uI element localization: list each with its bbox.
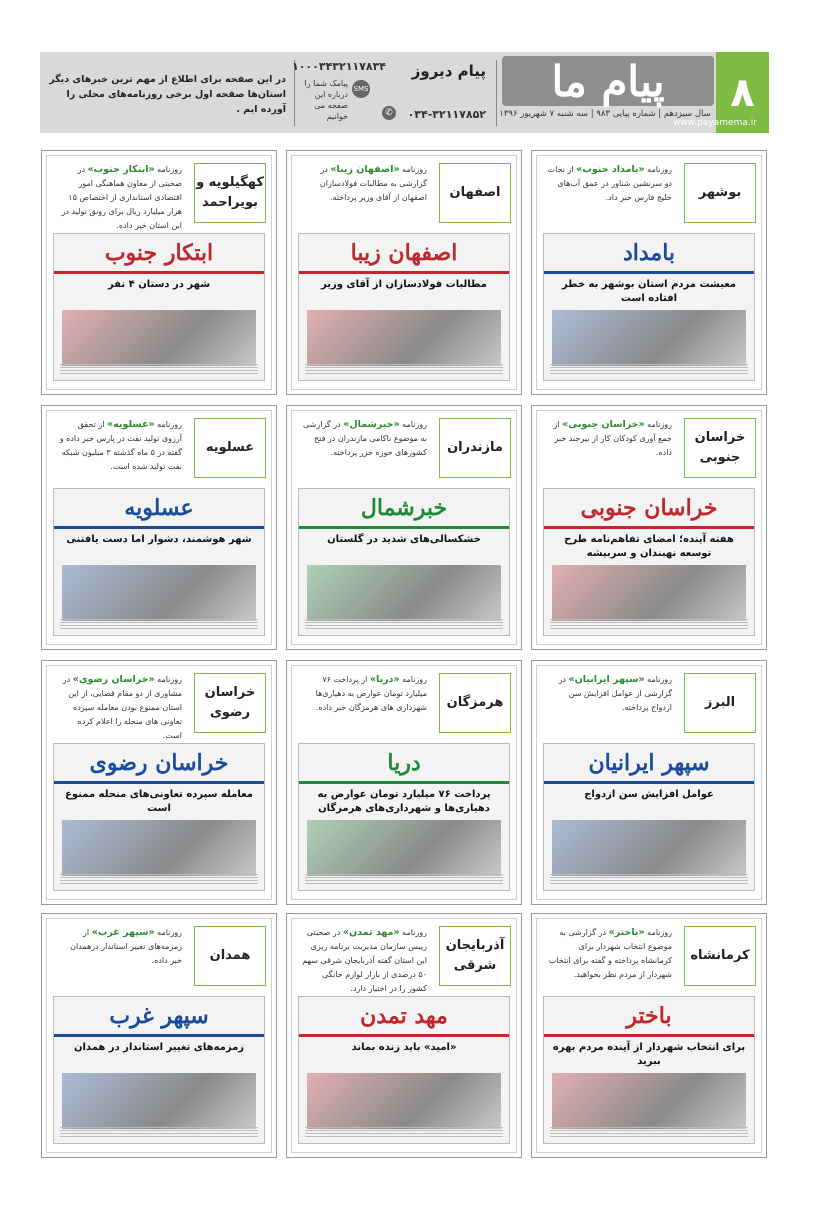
- front-page-masthead: مهد تمدن: [299, 997, 509, 1037]
- front-page-text-lines: [550, 364, 748, 374]
- site-url[interactable]: www.payamema.ir: [673, 118, 757, 128]
- front-page-masthead: باختر: [544, 997, 754, 1037]
- msg-title: پیام دیروز: [411, 62, 486, 80]
- front-page-photo: [552, 1073, 746, 1129]
- desc-prefix: روزنامه: [644, 675, 672, 684]
- front-page-headline: زمزمه‌های تغییر استاندار در همدان: [73, 1042, 245, 1053]
- whatsapp-icon: ✆: [382, 106, 396, 120]
- province-name: البرز: [684, 673, 756, 733]
- front-page-text-lines: [60, 1127, 258, 1137]
- card-description: [546, 926, 672, 982]
- desc-body: در صحبتی از معاون هماهنگی امور اقتصادی استانداری از اختصاص ۱۵ هزار میلیارد ریال برای رونق تولید در این استان خبر داده.: [61, 165, 182, 230]
- front-page-photo: [307, 1073, 501, 1129]
- newspaper-name: «ابتکار جنوب»: [87, 164, 155, 175]
- desc-prefix: روزنامه: [399, 675, 427, 684]
- card-description: [56, 673, 182, 743]
- front-page-headline: «امید» باید زنده بماند: [351, 1042, 457, 1053]
- desc-body: از جمع آوری کودکان کار از بیرجند خبر داده.: [553, 420, 672, 457]
- front-page-text-lines: [550, 1127, 748, 1137]
- desc-body: در گزارشی به مطالبات فولادسازان اصفهان از آقای وزیر پرداخته.: [319, 165, 427, 202]
- desc-prefix: روزنامه: [644, 165, 672, 174]
- front-page-photo: [62, 820, 256, 876]
- desc-prefix: روزنامه: [399, 165, 427, 174]
- desc-body: از زمزمه‌های تغییر استاندار درهمدان خبر داده.: [70, 928, 182, 965]
- front-page-masthead: ابتکار جنوب: [54, 234, 264, 274]
- newspaper-card[interactable]: [286, 913, 522, 1158]
- front-page-headline: معیشت مردم استان بوشهر به خطر افتاده است: [561, 279, 737, 304]
- front-page-thumbnail[interactable]: [543, 233, 755, 381]
- card-description: [546, 673, 672, 715]
- newspaper-card[interactable]: [286, 150, 522, 395]
- newspaper-name: «مهد تمدن»: [342, 927, 400, 938]
- province-name: اصفهان: [439, 163, 511, 223]
- front-page-photo: [307, 820, 501, 876]
- msg-sms-number: ۱۰۰۰۳۴۳۲۱۱۷۸۳۴: [292, 60, 386, 73]
- province-name: همدان: [194, 926, 266, 986]
- front-page-thumbnail[interactable]: [53, 488, 265, 636]
- newspaper-card[interactable]: [531, 150, 767, 395]
- front-page-text-lines: [305, 1127, 503, 1137]
- front-page-photo: [62, 310, 256, 366]
- intro-text: در این صفحه برای اطلاع از مهم ترین خبرهای دیگر استان‌ها صفحه اول برخی روزنامه‌های محلی را آورده ایم .: [49, 74, 286, 115]
- sms-icon: SMS: [352, 80, 370, 98]
- front-page-text-lines: [60, 619, 258, 629]
- front-page-photo: [552, 565, 746, 621]
- front-page-thumbnail[interactable]: [53, 233, 265, 381]
- province-name: بوشهر: [684, 163, 756, 223]
- province-name: خراسان جنوبی: [684, 418, 756, 478]
- card-description: [301, 926, 427, 996]
- front-page-headline: مطالبات فولادسازان از آقای وزیر: [321, 279, 487, 290]
- desc-prefix: روزنامه: [154, 675, 182, 684]
- msg-phone: ۰۳۴-۳۲۱۱۷۸۵۲: [407, 108, 486, 121]
- newspaper-name: «خراسان جنوبی»: [562, 419, 645, 430]
- front-page-masthead: سپهر ایرانیان: [544, 744, 754, 784]
- desc-prefix: روزنامه: [154, 928, 182, 937]
- front-page-thumbnail[interactable]: [298, 743, 510, 891]
- front-page-thumbnail[interactable]: [298, 996, 510, 1144]
- front-page-text-lines: [305, 874, 503, 884]
- newspaper-name: «سپهر غرب»: [91, 927, 155, 938]
- card-description: [56, 418, 182, 474]
- newspaper-logo: پیام ما: [502, 56, 714, 106]
- desc-prefix: روزنامه: [154, 165, 182, 174]
- front-page-masthead: سپهر غرب: [54, 997, 264, 1037]
- front-page-photo: [62, 1073, 256, 1129]
- desc-prefix: روزنامه: [399, 928, 427, 937]
- front-page-headline: پرداخت ۷۶ میلیارد تومان عوارض به دهیاری‌ها و شهرداری‌های هرمزگان: [317, 789, 491, 814]
- front-page-thumbnail[interactable]: [298, 488, 510, 636]
- page-header: [40, 52, 769, 133]
- front-page-masthead: خراسان رضوی: [54, 744, 264, 784]
- front-page-headline: معامله سپرده تعاونی‌های منحله ممنوع است: [65, 789, 253, 814]
- front-page-masthead: اصفهان زیبا: [299, 234, 509, 274]
- newspaper-card[interactable]: [286, 660, 522, 905]
- front-page-masthead: دریا: [299, 744, 509, 784]
- issue-info: سال سیزدهم | شماره پیاپی ۹۸۳ | سه شنبه ۷ شهریور ۱۳۹۶: [499, 109, 711, 119]
- newspaper-name: «خراسان رضوی»: [72, 674, 155, 685]
- province-name: هرمزگان: [439, 673, 511, 733]
- province-name: عسلویه: [194, 418, 266, 478]
- desc-body: در مشاوری از دو مقام قضایی، از این استان ممنوع بودن معامله سپرده تعاونی های منحله را اعلام کرده است.: [62, 675, 182, 740]
- desc-body: از تحقق آرزوی تولید نفت در پارس خبر داده و گفته در ۵ ماه گذشته ۳ میلیون شبکه نفت تولید شده است.: [59, 420, 182, 471]
- desc-body: از پرداخت ۷۶ میلیارد تومان عوارض به دهیاری‌ها شهرداری های هرمزگان خبر داده.: [315, 675, 427, 712]
- newspaper-name: «خبرشمال»: [343, 419, 400, 430]
- front-page-masthead: خبرشمال: [299, 489, 509, 529]
- newspaper-card[interactable]: [531, 405, 767, 650]
- front-page-headline: هفته آینده؛ امضای تفاهم‌نامه طرح توسعه نهبندان و سربیشه: [564, 534, 734, 559]
- desc-prefix: روزنامه: [399, 420, 427, 429]
- province-name: مازندران: [439, 418, 511, 478]
- province-name: خراسان رضوی: [194, 673, 266, 733]
- front-page-photo: [307, 565, 501, 621]
- front-page-headline: برای انتخاب شهردار از آینده مردم بهره ببرید: [552, 1042, 746, 1067]
- desc-prefix: روزنامه: [154, 420, 182, 429]
- front-page-text-lines: [60, 874, 258, 884]
- desc-prefix: روزنامه: [644, 928, 672, 937]
- front-page-masthead: خراسان جنوبی: [544, 489, 754, 529]
- front-page-photo: [552, 820, 746, 876]
- front-page-thumbnail[interactable]: [543, 996, 755, 1144]
- front-page-photo: [307, 310, 501, 366]
- province-name: کرمانشاه: [684, 926, 756, 986]
- newspaper-card[interactable]: [41, 405, 277, 650]
- front-page-headline: شهر در دستان ۴ نفر: [107, 279, 211, 290]
- newspaper-card[interactable]: [531, 660, 767, 905]
- desc-body: از نجات دو سرنشین شناور در عمق آب‌های خلیج فارس خبر داد.: [547, 165, 672, 202]
- front-page-photo: [62, 565, 256, 621]
- newspaper-name: «باختر»: [608, 927, 645, 938]
- newspaper-name: «بامداد جنوب»: [576, 164, 645, 175]
- newspaper-card[interactable]: [286, 405, 522, 650]
- card-description: [301, 673, 427, 715]
- newspaper-name: «سپهر ایرانیان»: [568, 674, 645, 685]
- front-page-text-lines: [550, 874, 748, 884]
- card-description: [56, 163, 182, 233]
- front-page-thumbnail[interactable]: [543, 488, 755, 636]
- front-page-masthead: عسلویه: [54, 489, 264, 529]
- card-description: [56, 926, 182, 968]
- front-page-headline: خشکسالی‌های شدید در گلستان: [327, 534, 481, 545]
- desc-prefix: روزنامه: [644, 420, 672, 429]
- front-page-masthead: بامداد: [544, 234, 754, 274]
- front-page-text-lines: [550, 619, 748, 629]
- newspaper-card[interactable]: [531, 913, 767, 1158]
- desc-body: در صحبتی رییس سازمان مدیریت برنامه ریزی این استان گفته آذربایجان شرقی سهم ۵۰ درصدی از بازار لوازم خانگی کشور را در اختیار دارد.: [302, 928, 427, 993]
- card-description: [301, 418, 427, 460]
- province-name: آذربایجان شرقی: [439, 926, 511, 986]
- desc-body: در گزارشی از عوامل افزایش سن ازدواج پرداخته.: [558, 675, 672, 712]
- newspaper-name: «عسلویه»: [107, 419, 155, 430]
- newspaper-card[interactable]: [41, 150, 277, 395]
- msg-text: پیامک شما را درباره این صفحه می خوانیم: [304, 79, 348, 121]
- newspaper-card[interactable]: [41, 913, 277, 1158]
- newspaper-name: «دریا»: [369, 674, 400, 685]
- front-page-headline: شهر هوشمند، دشوار اما دست یافتنی: [66, 534, 252, 545]
- front-page-headline: عوامل افزایش سن ازدواج: [584, 789, 714, 800]
- card-description: [546, 163, 672, 205]
- page-number: ۸: [716, 52, 769, 133]
- desc-body: در گزارشی به موضوع انتخاب شهردار برای کرمانشاه پرداخته و گفته برای انتخاب شهردار از مردم نظر بخواهید.: [548, 928, 672, 979]
- front-page-photo: [552, 310, 746, 366]
- message-block: [292, 56, 492, 128]
- newspaper-card[interactable]: [41, 660, 277, 905]
- front-page-thumbnail[interactable]: [53, 743, 265, 891]
- front-page-text-lines: [305, 364, 503, 374]
- card-description: [546, 418, 672, 460]
- front-page-thumbnail[interactable]: [298, 233, 510, 381]
- desc-body: در گزارشی به موضوع ناکامی مازندران در فتح کشورهای حوزه خزر پرداخته.: [302, 420, 427, 457]
- front-page-thumbnail[interactable]: [53, 996, 265, 1144]
- newspaper-name: «اصفهان زیبا»: [330, 164, 400, 175]
- card-description: [301, 163, 427, 205]
- front-page-text-lines: [305, 619, 503, 629]
- front-page-thumbnail[interactable]: [543, 743, 755, 891]
- province-name: کهگیلویه و بویراحمد: [194, 163, 266, 223]
- front-page-text-lines: [60, 364, 258, 374]
